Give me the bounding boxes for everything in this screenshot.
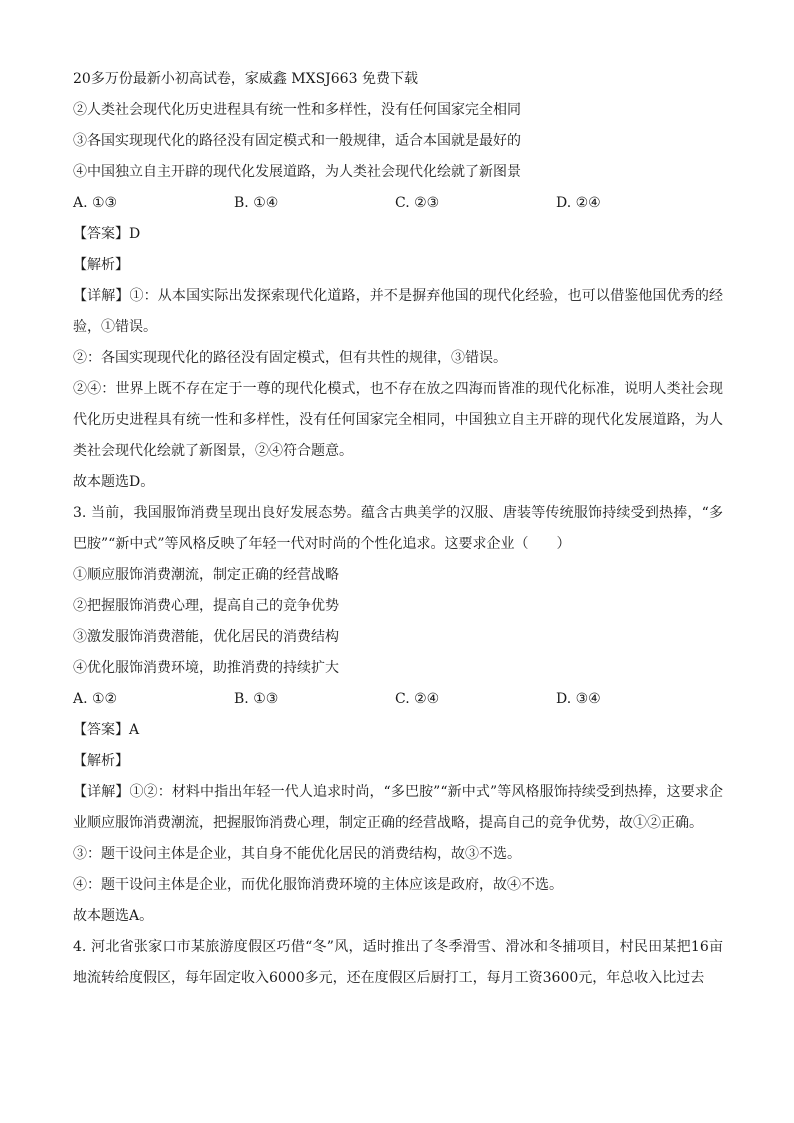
- q3-options: [73, 684, 723, 715]
- q2-conclusion: 故本题选D。: [73, 474, 155, 490]
- q2-answer: 【答案】D: [73, 226, 141, 242]
- q2-option-d: D. ②④: [556, 195, 601, 211]
- q2-statement: ②人类社会现代化历史进程具有统一性和多样性，没有任何国家完全相同: [73, 102, 521, 118]
- q2-options: [73, 188, 723, 219]
- q3-conclusion: 故本题选A。: [73, 908, 154, 924]
- q2-option-a: A. ①③: [73, 195, 118, 211]
- q3-answer: 【答案】A: [73, 722, 140, 738]
- q4-stem: 4. 河北省张家口市某旅游度假区巧借“冬”风，适时推出了冬季滑雪、滑冰和冬捕项目，村民田某把16亩地流转给度假区，每年固定收入6000多元，还在度假区后厨打工，每月工资3600元，年总收入比过去: [73, 939, 723, 986]
- q3-option-c: C. ②④: [395, 691, 440, 707]
- q3-option-d: D. ③④: [556, 691, 601, 707]
- q3-statement: ①顺应服饰消费潮流，制定正确的经营战略: [73, 567, 339, 583]
- q3-analysis-label: 【解析】: [73, 753, 129, 769]
- document-page: [73, 64, 723, 994]
- q3-detail: ③：题干设问主体是企业，其自身不能优化居民的消费结构，故③不选。: [73, 846, 521, 862]
- q3-detail: ④：题干设问主体是企业，而优化服饰消费环境的主体应该是政府，故④不选。: [73, 877, 563, 893]
- q2-analysis-label: 【解析】: [73, 257, 129, 273]
- q3-stem: 3. 当前，我国服饰消费呈现出良好发展态势。蕴含古典美学的汉服、唐装等传统服饰持续受到热捧，“多巴胺”“新中式”等风格反映了年轻一代对时尚的个性化追求。这要求企业（ ）: [73, 505, 723, 552]
- q3-statement: ②把握服饰消费心理，提高自己的竞争优势: [73, 598, 339, 614]
- q2-option-b: B. ①④: [234, 195, 279, 211]
- q2-statement: ④中国独立自主开辟的现代化发展道路，为人类社会现代化绘就了新图景: [73, 164, 521, 180]
- q2-detail: 【详解】①：从本国实际出发探索现代化道路，并不是摒弃他国的现代化经验，也可以借鉴他国优秀的经验，①错误。: [73, 288, 723, 335]
- q3-statement: ③激发服饰消费潜能，优化居民的消费结构: [73, 629, 339, 645]
- q3-statement: ④优化服饰消费环境，助推消费的持续扩大: [73, 660, 339, 676]
- q3-option-b: B. ①③: [234, 691, 279, 707]
- q2-option-c: C. ②③: [395, 195, 440, 211]
- q2-detail: ②：各国实现现代化的路径没有固定模式，但有共性的规律，③错误。: [73, 350, 507, 366]
- q2-statement: ③各国实现现代化的路径没有固定模式和一般规律，适合本国就是最好的: [73, 133, 521, 149]
- q3-option-a: A. ①②: [73, 691, 118, 707]
- q3-detail: 【详解】①②：材料中指出年轻一代人追求时尚，“多巴胺”“新中式”等风格服饰持续受到热捧，这要求企业顺应服饰消费潮流，把握服饰消费心理，制定正确的经营战略，提高自己的竞争优势，故①②正确。: [73, 784, 723, 831]
- header-note: 20多万份最新小初高试卷，家威鑫 MXSJ663 免费下载: [73, 71, 418, 87]
- q2-detail: ②④：世界上既不存在定于一尊的现代化模式，也不存在放之四海而皆准的现代化标准，说明人类社会现代化历史进程具有统一性和多样性，没有任何国家完全相同，中国独立自主开辟的现代化发展道路，为人类社会现代化绘就了新图景，②④符合题意。: [73, 381, 723, 459]
